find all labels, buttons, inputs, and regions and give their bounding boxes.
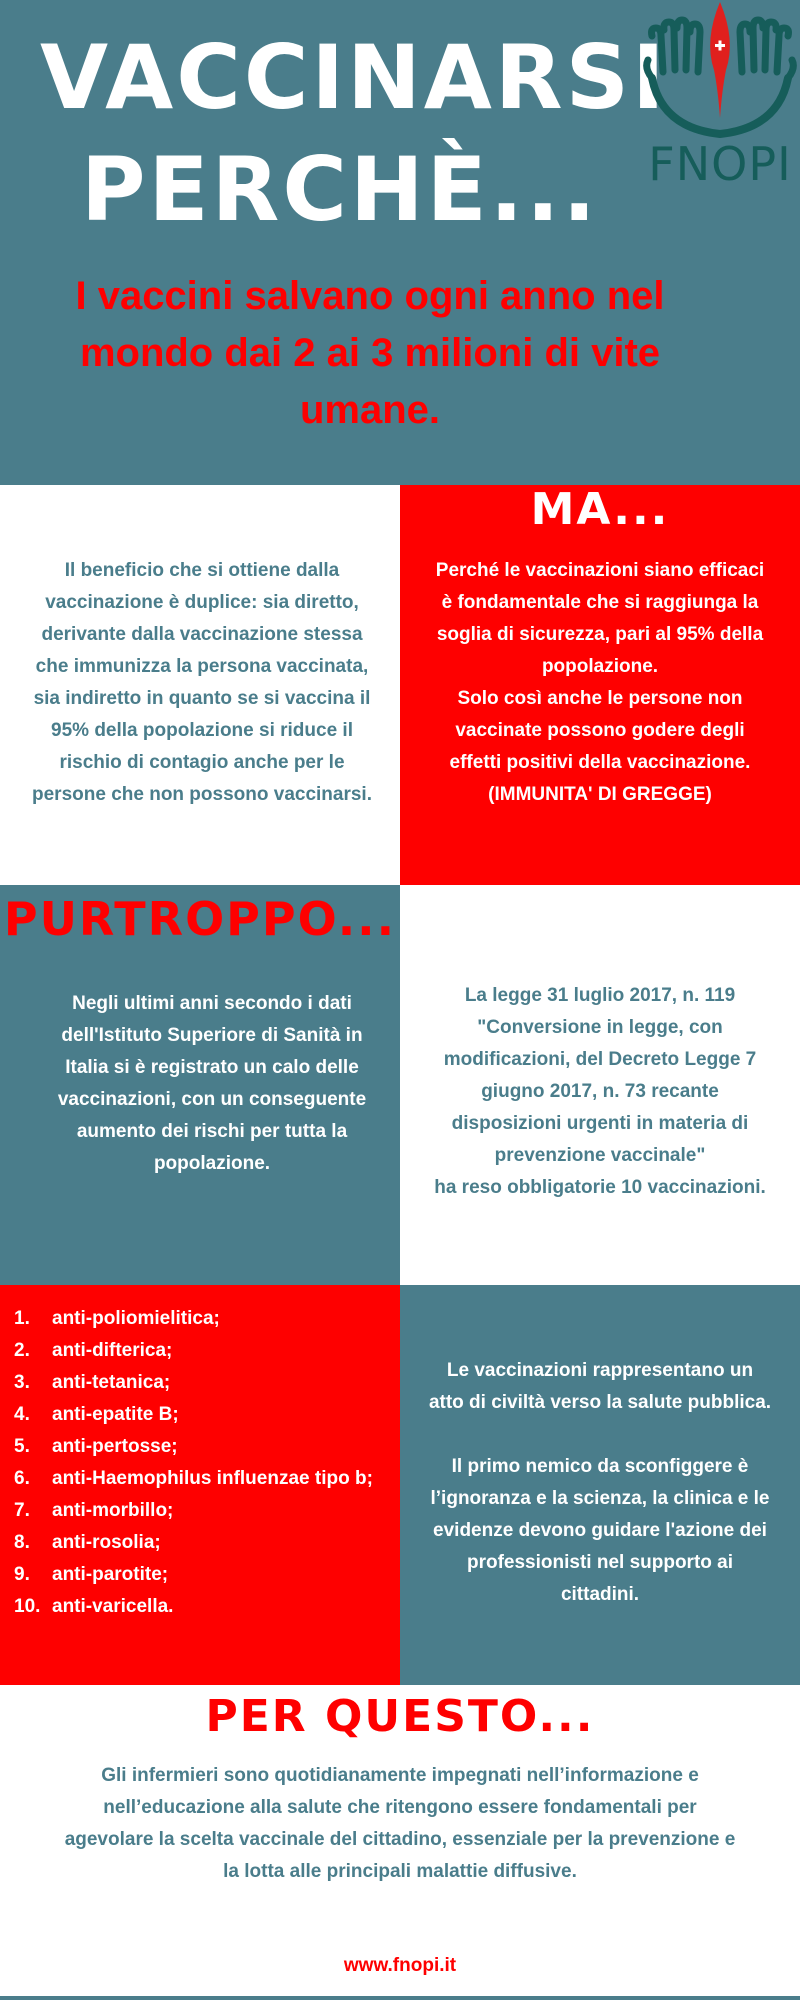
list-item [14,1527,400,1559]
civil-text [410,1355,790,1611]
purtroppo-line: Italia si è registrato un calo delle [65,1057,359,1078]
bottom-divider [0,1996,800,2000]
purtroppo-line: vaccinazioni, con un conseguente [57,1089,367,1110]
list-number: 8. [14,1532,30,1553]
list-number: 4. [14,1404,30,1425]
list-label: anti-varicella. [52,1596,174,1617]
law-line: La legge 31 luglio 2017, n. 119 [464,985,736,1006]
list-item [14,1559,400,1591]
list-label: anti-pertosse; [52,1436,178,1457]
paragraph-gap [410,1419,790,1451]
benefit-line: vaccinazione è duplice: sia diretto, [45,592,359,613]
list-number: 2. [14,1340,30,1361]
per-questo-text [40,1760,760,1888]
law-line: prevenzione vaccinale" [494,1145,706,1166]
benefit-line: sia indiretto in quanto se si vaccina il [33,688,371,709]
ma-line: Perché le vaccinazioni siano efficaci [435,560,765,581]
list-label: anti-difterica; [52,1340,173,1361]
list-number: 7. [14,1500,30,1521]
list-label: anti-poliomielitica; [52,1308,220,1329]
purtroppo-line: aumento dei rischi per tutta la [76,1121,348,1142]
per-questo-line: agevolare la scelta vaccinale del cittadino, essenziale per la prevenzione e [64,1829,736,1850]
list-item [14,1463,400,1495]
per-questo-line: nell’educazione alla salute che ritengono essere fondamentali per [103,1797,697,1818]
ma-line: è fondamentale che si raggiunga la [441,592,759,613]
benefit-line: persone che non possono vaccinarsi. [32,784,372,805]
benefit-line: rischio di contagio anche per le [59,752,345,773]
list-number: 5. [14,1436,30,1457]
per-questo-line: la lotta alle principali malattie diffusive. [223,1861,577,1882]
title-line-2: PERCHÈ... [80,138,599,241]
law-line: ha reso obbligatorie 10 vaccinazioni. [434,1177,766,1198]
purtroppo-text [22,988,402,1180]
civil-line: l’ignoranza e la scienza, la clinica e le [430,1488,770,1509]
list-item [14,1495,400,1527]
list-number: 10. [14,1596,41,1617]
ma-line: soglia di sicurezza, pari al 95% della [436,624,764,645]
benefit-line: 95% della popolazione si riduce il [51,720,353,741]
civil-line: Il primo nemico da sconfiggere è [451,1456,749,1477]
per-questo-heading: PER QUESTO... [205,1691,595,1742]
law-text [410,980,790,1204]
list-number: 3. [14,1372,30,1393]
list-label: anti-tetanica; [52,1372,171,1393]
list-label: anti-rosolia; [52,1532,161,1553]
purtroppo-heading: PURTROPPO... [3,892,397,946]
list-item [14,1591,400,1623]
purtroppo-line: popolazione. [153,1153,271,1174]
ma-line: popolazione. [541,656,659,677]
logo-text: FNOPI [648,137,792,191]
page-title [40,22,668,246]
ma-line: vaccinate possono godere degli [455,720,745,741]
civil-line: atto di civiltà verso la salute pubblica. [428,1392,772,1413]
benefit-text [22,555,382,811]
per-questo-line: Gli infermieri sono quotidianamente impegnati nell’informazione e [101,1765,699,1786]
list-number: 9. [14,1564,30,1585]
flame-icon [710,2,730,118]
purtroppo-line: Negli ultimi anni secondo i dati [72,993,352,1014]
ma-line: (IMMUNITA' DI GREGGE) [488,784,712,805]
civil-line: professionisti nel supporto ai [466,1552,734,1573]
list-label: anti-epatite B; [52,1404,179,1425]
law-line: modificazioni, del Decreto Legge 7 [443,1049,757,1070]
ma-line: effetti positivi della vaccinazione. [449,752,751,773]
benefit-line: derivante dalla vaccinazione stessa [41,624,363,645]
civil-line: evidenze devono guidare l'azione dei [433,1520,767,1541]
list-item [14,1303,400,1335]
civil-line: cittadini. [560,1584,640,1605]
law-line: disposizioni urgenti in materia di [451,1113,749,1134]
benefit-line: Il beneficio che si ottiene dalla [64,560,340,581]
title-line-1: VACCINARSI [40,26,668,129]
list-item [14,1335,400,1367]
civil-line: Le vaccinazioni rappresentano un [446,1360,754,1381]
list-item [14,1367,400,1399]
list-number: 6. [14,1468,30,1489]
list-label: anti-morbillo; [52,1500,174,1521]
vaccine-list [14,1303,400,1623]
headline: I vaccini salvano ogni anno nel mondo dai 2 ai 3 milioni di vite umane. [75,274,665,432]
list-label: anti-Haemophilus influenzae tipo b; [52,1468,373,1489]
benefit-line: che immunizza la persona vaccinata, [35,656,369,677]
ma-text [412,555,788,811]
ma-line: Solo così anche le persone non [457,688,743,709]
website-link[interactable]: www.fnopi.it [343,1955,457,1976]
list-item [14,1399,400,1431]
list-item [14,1431,400,1463]
list-label: anti-parotite; [52,1564,169,1585]
law-line: giugno 2017, n. 73 recante [481,1081,719,1102]
purtroppo-line: dell'Istituto Superiore di Sanità in [61,1025,363,1046]
law-line: "Conversione in legge, con [477,1017,723,1038]
ma-heading: MA... [530,484,670,535]
list-number: 1. [14,1308,30,1329]
